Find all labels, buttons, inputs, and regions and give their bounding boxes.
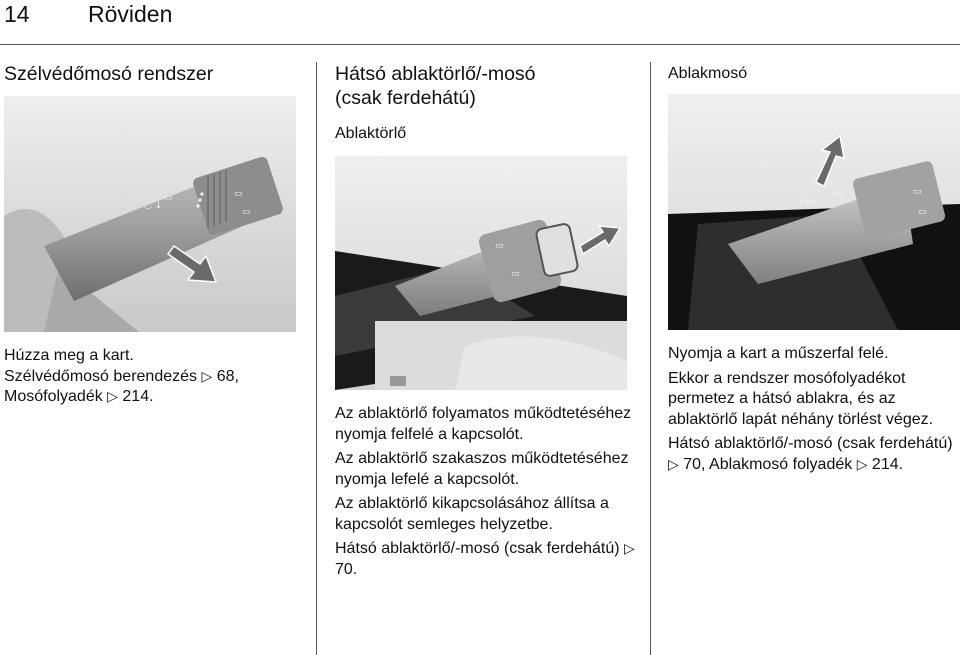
col2-paragraph-3: Az ablaktörlő kikapcsolásához állítsa a kapcsolót semleges helyzetbe. [335,495,609,533]
heading-line-2: (csak ferdehátú) [335,87,476,109]
svg-text:▭: ▭ [242,207,251,217]
svg-text:◡ ↓: ◡ ↓ [144,201,163,211]
subheading-wiper: Ablaktörlő [335,125,407,142]
chapter-title: Röviden [88,1,173,27]
col2-paragraph-1: Az ablaktörlő folyamatos működtetéséhez nyomja felfelé a kapcsolót. [335,405,632,443]
figure-rear-washer [668,94,960,330]
svg-text:▭: ▭ [495,241,504,251]
col2-paragraph-2: Az ablaktörlő szakaszos működtetéséhez nyomja lefelé a kapcsolót. [335,450,629,488]
heading-line-1: Hátsó ablaktörlő/-mosó [335,63,536,85]
svg-text:▭: ▭ [164,193,173,203]
header-rule [0,44,960,45]
svg-text:▭: ▭ [511,269,520,279]
section-heading-windscreen-washer: Szélvédőmosó rendszer [4,63,214,85]
svg-text:▭: ▭ [455,247,464,257]
col2-reference: Hátsó ablaktörlő/-mosó (csak ferdehátú) ▷ 70. [335,540,635,578]
svg-text:▭: ▭ [913,187,922,197]
reference-arrow-icon: ▷ [856,456,868,473]
rear-wiper-illustration [335,156,627,390]
rear-washer-illustration [668,94,960,330]
reference-arrow-icon: ▷ [668,456,679,473]
svg-text:▭: ▭ [234,189,243,199]
figure-rear-wiper-switch [335,156,627,390]
col1-reference-1: Szélvédőmosó berendezés ▷ 68, [4,367,239,385]
subheading-washer: Ablakmosó [668,65,748,82]
svg-text:▭: ▭ [833,189,842,199]
reference-arrow-icon: ▷ [201,368,213,385]
col3-paragraph-2: Ekkor a rendszer mosófolyadékot permetez a hátsó ablakra, és az ablaktörlő lapát néhány törlést végez. [668,369,934,428]
page-number: 14 [4,1,30,27]
reference-arrow-icon: ▷ [107,389,118,405]
col3-paragraph-1: Nyomja a kart a műszerfal felé. [668,345,889,362]
reference-arrow-icon: ▷ [624,541,635,557]
svg-text:▭: ▭ [918,207,927,217]
section-heading-rear-wiper [335,62,536,110]
lever-pull-illustration [4,96,296,332]
col3-reference: Hátsó ablaktörlő/-mosó (csak ferdehátú) ▷ 70, Ablakmosó folyadék ▷ 214. [668,435,953,473]
figure-lever-pull [4,96,296,332]
svg-text:↓▭: ↓▭ [798,197,815,207]
col1-instruction: Húzza meg a kart. [4,347,134,364]
column-divider-2 [650,62,651,655]
column-divider-1 [316,62,317,655]
col1-reference-2: Mosófolyadék ▷ 214. [4,388,154,405]
